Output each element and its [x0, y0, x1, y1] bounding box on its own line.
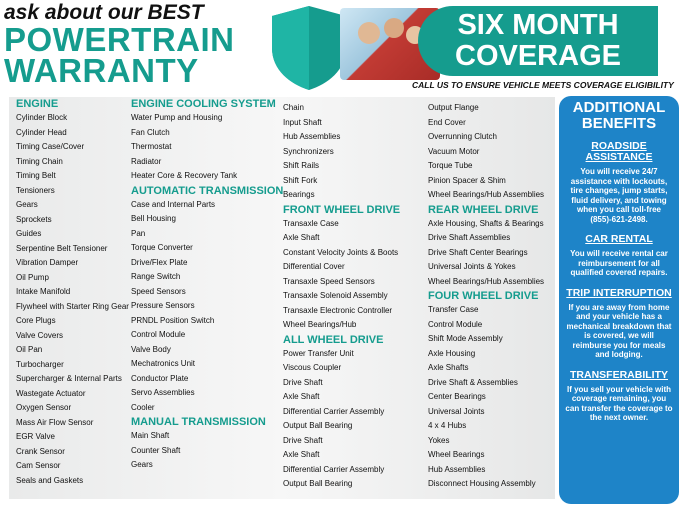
covered-part: Viscous Coupler — [283, 363, 342, 372]
covered-part: Shift Mode Assembly — [428, 334, 503, 343]
benefit-title: TRIP INTERRUPTION — [566, 286, 672, 299]
covered-part: Gears — [16, 200, 38, 209]
covered-part: Valve Covers — [16, 330, 63, 340]
covered-part: Transaxle Case — [283, 218, 339, 228]
section-heading: REAR WHEEL DRIVE — [428, 203, 539, 216]
covered-part: Core Plugs — [16, 316, 56, 325]
coverage-line1: SIX MONTH — [457, 9, 619, 41]
covered-part: Transaxle Electronic Controller — [283, 305, 393, 315]
covered-part: Hub Assemblies — [428, 464, 486, 474]
benefits-title-line1: ADDITIONAL — [572, 99, 666, 116]
benefit-description: You will receive rental car reimbursement for all qualified covered repairs. — [570, 249, 668, 277]
covered-part: End Cover — [428, 117, 466, 127]
coverage-line2: COVERAGE — [455, 40, 621, 72]
covered-part: Torque Converter — [131, 243, 193, 252]
section-heading: ENGINE COOLING SYSTEM — [131, 98, 276, 110]
covered-part: Gears — [131, 460, 153, 469]
covered-part: Cylinder Head — [16, 127, 67, 137]
covered-part: EGR Valve — [16, 432, 55, 441]
covered-part: Sprockets — [16, 214, 52, 224]
covered-part: Vibration Damper — [16, 258, 79, 267]
coverage-banner — [418, 6, 658, 76]
covered-part: Differential Carrier Assembly — [283, 406, 385, 416]
covered-part: Overrunning Clutch — [428, 132, 497, 141]
warranty-headline — [4, 1, 294, 89]
covered-part: Valve Body — [131, 344, 171, 354]
covered-part: Timing Belt — [16, 171, 56, 180]
covered-part: Universal Joints & Yokes — [428, 262, 516, 271]
additional-benefits-panel — [559, 96, 679, 504]
covered-part: Universal Joints — [428, 406, 485, 416]
covered-part: 4 x 4 Hubs — [428, 421, 467, 430]
covered-part: Output Ball Bearing — [283, 479, 353, 488]
section-heading: AUTOMATIC TRANSMISSION — [131, 184, 284, 197]
covered-part: Constant Velocity Joints & Boots — [283, 247, 399, 257]
covered-part: Main Shaft — [131, 431, 170, 440]
benefit-description: If you sell your vehicle with coverage remaining, you can transfer the coverage to the next owner. — [565, 384, 673, 422]
covered-part: Cylinder Block — [16, 113, 68, 122]
covered-part: Differential Cover — [283, 262, 345, 271]
covered-part: Drive Shaft — [283, 377, 323, 387]
covered-part: Output Flange — [428, 103, 479, 112]
covered-part: Cam Sensor — [16, 461, 61, 470]
covered-part: Pinion Spacer & Shim — [428, 175, 506, 185]
covered-part: Guides — [16, 229, 42, 238]
covered-part: Servo Assemblies — [131, 388, 195, 397]
section-heading: FRONT WHEEL DRIVE — [283, 203, 401, 216]
covered-part: Case and Internal Parts — [131, 199, 216, 209]
covered-part: Vacuum Motor — [428, 146, 480, 156]
section-heading: ALL WHEEL DRIVE — [283, 333, 384, 346]
parts-column-1 — [16, 97, 129, 488]
section-heading: FOUR WHEEL DRIVE — [428, 290, 539, 302]
parts-column-3 — [283, 97, 400, 492]
ask-about-text: ask about our BEST — [4, 1, 204, 24]
covered-part: Control Module — [131, 330, 186, 339]
covered-part: Bell Housing — [131, 214, 176, 223]
section-heading: MANUAL TRANSMISSION — [131, 416, 266, 428]
covered-part: Power Transfer Unit — [283, 348, 354, 358]
covered-part: Oxygen Sensor — [16, 403, 72, 412]
covered-part: Cooler — [131, 402, 155, 412]
benefit-title: CAR RENTAL — [585, 233, 653, 245]
covered-part: Yokes — [428, 435, 450, 445]
covered-part: Wheel Bearings/Hub — [283, 320, 357, 329]
covered-part: Turbocharger — [16, 359, 64, 369]
covered-part: Timing Case/Cover — [16, 142, 85, 151]
covered-part: Output Ball Bearing — [283, 421, 353, 430]
covered-part: Oil Pan — [16, 345, 43, 354]
benefits-list — [559, 141, 679, 423]
covered-part: Disconnect Housing Assembly — [428, 479, 536, 488]
covered-part: Control Module — [428, 319, 483, 329]
covered-part: Pan — [131, 228, 146, 238]
covered-part: Bearings — [283, 190, 315, 199]
covered-part: Pressure Sensors — [131, 301, 195, 310]
covered-parts-panel — [9, 97, 555, 499]
covered-part: Speed Sensors — [131, 286, 186, 296]
covered-part: Fan Clutch — [131, 127, 170, 137]
covered-part: Torque Tube — [428, 161, 473, 170]
benefit-title: ROADSIDE ASSISTANCE — [585, 140, 653, 163]
covered-part: Counter Shaft — [131, 445, 181, 455]
powertrain-text: POWERTRAIN — [4, 21, 235, 58]
covered-part: Crank Sensor — [16, 446, 65, 456]
covered-part: Transfer Case — [428, 305, 479, 314]
covered-part: Wheel Bearings — [428, 450, 485, 459]
covered-part: Synchronizers — [283, 146, 334, 156]
benefits-title-line2: BENEFITS — [581, 115, 657, 132]
benefit-description: You will receive 24/7 assistance with lockouts, tire changes, jump starts, fluid delivery, and towing when you call toll-free (855)-621-2498. — [570, 167, 668, 224]
covered-part: Tensioners — [16, 185, 55, 195]
covered-part: Drive Shaft Center Bearings — [428, 247, 528, 257]
covered-part: Heater Core & Recovery Tank — [131, 171, 238, 180]
covered-part: Center Bearings — [428, 392, 486, 401]
covered-part: Wastegate Actuator — [16, 388, 86, 398]
warranty-text: WARRANTY — [4, 52, 199, 89]
covered-part: Axle Shaft — [283, 233, 320, 242]
covered-part: Range Switch — [131, 272, 181, 281]
covered-part: Wheel Bearings/Hub Assemblies — [428, 276, 545, 286]
covered-part: Oil Pump — [16, 272, 49, 282]
covered-part: Timing Chain — [16, 156, 63, 166]
covered-part: Mechatronics Unit — [131, 359, 196, 368]
covered-part: Input Shaft — [283, 117, 322, 127]
covered-part: Supercharger & Internal Parts — [16, 374, 122, 383]
section-heading: ENGINE — [16, 98, 59, 110]
covered-part: Drive/Flex Plate — [131, 257, 188, 267]
covered-part: Transaxle Solenoid Assembly — [283, 291, 388, 300]
covered-part: Shift Fork — [283, 175, 318, 185]
covered-part: Axle Shafts — [428, 363, 469, 372]
covered-part: Serpentine Belt Tensioner — [16, 243, 108, 253]
covered-part: Radiator — [131, 156, 162, 166]
parts-column-4 — [428, 97, 544, 492]
covered-part: Hub Assemblies — [283, 132, 341, 141]
covered-part: Intake Manifold — [16, 287, 71, 296]
covered-part: Conductor Plate — [131, 373, 189, 383]
benefit-description: If you are away from home and your vehicle has a mechanical breakdown that is covered, we will reimburse you for meals and lodging. — [566, 302, 672, 359]
shield-icon — [268, 4, 350, 92]
covered-part: Flywheel with Starter Ring Gear — [16, 301, 129, 311]
covered-part: Seals and Gaskets — [16, 475, 84, 485]
parts-column-2 — [131, 97, 283, 473]
covered-part: Axle Housing, Shafts & Bearings — [428, 218, 544, 228]
covered-part: Chain — [283, 103, 304, 112]
covered-part: Transaxle Speed Sensors — [283, 276, 375, 286]
covered-part: PRNDL Position Switch — [131, 315, 215, 325]
covered-part: Drive Shaft — [283, 435, 323, 445]
covered-part: Drive Shaft Assemblies — [428, 233, 511, 242]
covered-part: Axle Housing — [428, 348, 476, 358]
covered-part: Differential Carrier Assembly — [283, 464, 385, 474]
covered-part: Drive Shaft & Assemblies — [428, 377, 518, 387]
covered-part: Axle Shaft — [283, 450, 320, 459]
covered-part: Thermostat — [131, 142, 172, 151]
covered-part: Water Pump and Housing — [131, 113, 223, 122]
covered-part: Wheel Bearings/Hub Assemblies — [428, 190, 545, 199]
covered-part: Mass Air Flow Sensor — [16, 417, 94, 427]
eligibility-note: CALL US TO ENSURE VEHICLE MEETS COVERAGE ELIGIBILITY — [412, 80, 674, 90]
covered-part: Shift Rails — [283, 161, 320, 170]
benefit-title: TRANSFERABILITY — [570, 368, 668, 381]
covered-part: Axle Shaft — [283, 392, 320, 401]
